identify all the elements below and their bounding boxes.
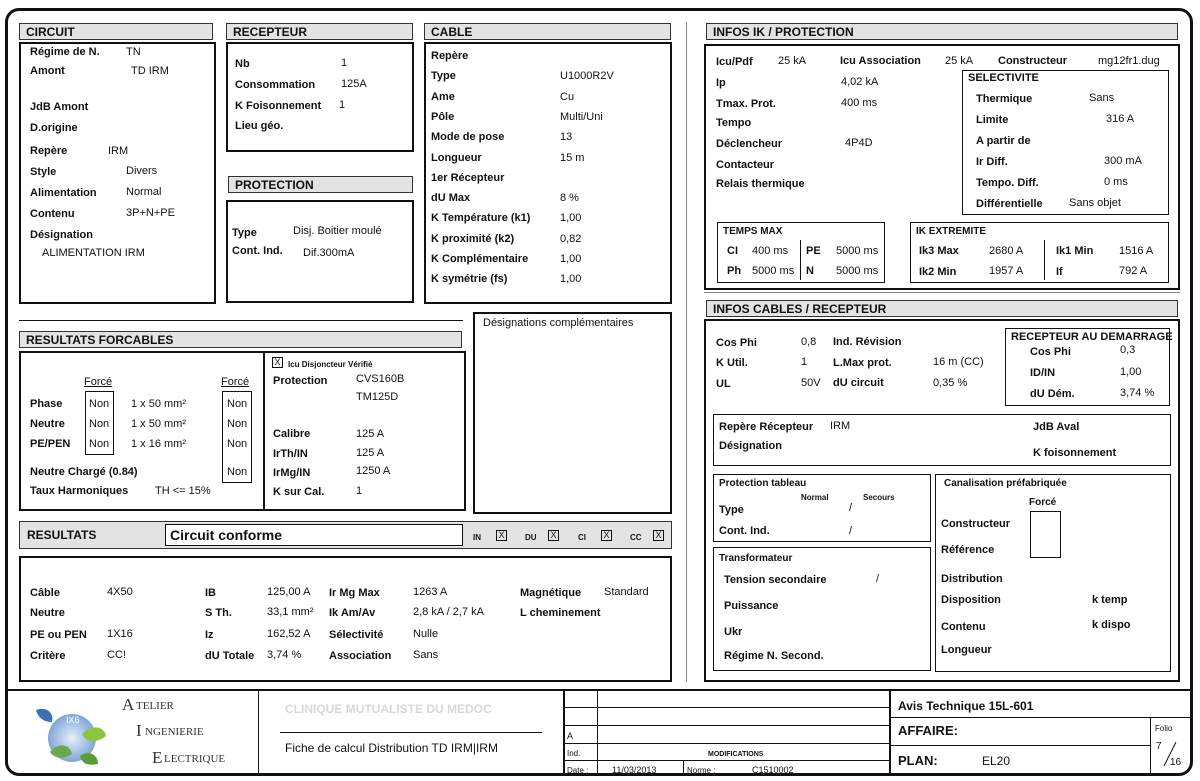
- folio-number: 7: [1156, 741, 1162, 752]
- conso-value: 125A: [341, 78, 367, 90]
- rev-line-3: [564, 743, 889, 744]
- if-value: 792 A: [1119, 265, 1148, 277]
- assoc-value: Sans: [413, 649, 439, 661]
- affaire-rule: [890, 745, 1150, 746]
- irth-value: 125 A: [356, 447, 385, 459]
- critere-value: CC!: [107, 649, 126, 661]
- cable-row-label: Type: [431, 70, 456, 82]
- irth-label: IrTh/IN: [273, 448, 308, 460]
- if-label: If: [1056, 266, 1063, 278]
- iz-value: 162,52 A: [267, 628, 311, 640]
- icu-value: 25 kA: [778, 55, 807, 67]
- canalisation-header: Canalisation préfabriquée: [944, 478, 1067, 489]
- logo-small-text: IX6: [66, 715, 80, 725]
- avis-title: Avis Technique 15L-601: [898, 699, 1034, 713]
- designation-value: ALIMENTATION IRM: [42, 247, 145, 259]
- ik2min-value: 1957 A: [989, 265, 1024, 277]
- contenu-value: 3P+N+PE: [126, 207, 175, 219]
- ikam-value: 2,8 kA / 2,7 kA: [413, 606, 484, 618]
- footer-rule: [7, 689, 1191, 691]
- footer-sep-3: [889, 690, 891, 774]
- circuit-header: CIRCUIT: [19, 23, 213, 40]
- ph-value: 5000 ms: [752, 265, 795, 277]
- client-name: CLINIQUE MUTUALISTE DU MEDOC: [285, 702, 492, 716]
- repere-value: IRM: [108, 145, 129, 157]
- resultats-header: RESULTATS: [27, 528, 97, 542]
- cable-header: CABLE: [424, 23, 671, 40]
- relais-label: Relais thermique: [716, 178, 805, 190]
- rev-col-1: [597, 690, 598, 774]
- ik2min-label: Ik2 Min: [919, 266, 957, 278]
- dutot-value: 3,74 %: [267, 649, 302, 661]
- avis-rule: [890, 717, 1191, 718]
- date-value: 11/03/2013: [612, 765, 657, 775]
- demarrage-header: RECEPTEUR AU DEMARRAGE: [1011, 331, 1173, 343]
- affaire-label: AFFAIRE:: [898, 723, 958, 738]
- normal-label: Normal: [801, 493, 829, 502]
- repere-rec-label: Repère Récepteur: [719, 421, 814, 433]
- prot-type-value: Disj. Boitier moulé: [293, 225, 382, 237]
- nb-label: Nb: [235, 58, 250, 70]
- pepen-force[interactable]: Non: [89, 438, 110, 450]
- tempodiff-label: Tempo. Diff.: [976, 177, 1039, 189]
- ik-sep: [1044, 240, 1045, 280]
- ul-label: UL: [716, 378, 731, 390]
- company-logo: [30, 694, 230, 772]
- tension-label: Tension secondaire: [724, 574, 827, 586]
- phase-force[interactable]: Non: [89, 398, 110, 410]
- diff-value: Sans objet: [1069, 197, 1121, 209]
- neutre-res-label: Neutre: [30, 607, 65, 619]
- pt-type-label: Type: [719, 504, 744, 516]
- regime-second-label: Régime N. Second.: [724, 650, 824, 662]
- ukr-label: Ukr: [724, 626, 743, 638]
- magn-label: Magnétique: [520, 587, 582, 599]
- constructeur-label: Constructeur: [998, 55, 1068, 67]
- lmax-label: L.Max prot.: [833, 357, 892, 369]
- neutre-force-2[interactable]: Non: [227, 418, 248, 430]
- canal-force-box[interactable]: [1030, 511, 1061, 558]
- cable-row-value: 15 m: [560, 152, 585, 164]
- iz-label: Iz: [205, 629, 214, 641]
- forcables-header: RESULTATS FORCABLES: [19, 331, 462, 348]
- alimentation-label: Alimentation: [30, 187, 97, 199]
- style-value: Divers: [126, 165, 158, 177]
- flag-label: CC: [630, 533, 642, 542]
- cable-row-label: K Complémentaire: [431, 253, 529, 265]
- ik3max-label: Ik3 Max: [919, 245, 959, 257]
- pepen-force-2[interactable]: Non: [227, 438, 248, 450]
- pepen-label: PE/PEN: [30, 438, 71, 450]
- designations-box: [473, 312, 672, 514]
- pt-cont-label: Cont. Ind.: [719, 525, 770, 537]
- logo-e: E: [152, 748, 163, 767]
- irmg-label: IrMg/IN: [273, 467, 311, 479]
- pepen-res-value: 1X16: [107, 628, 133, 640]
- dem-cosphi-value: 0,3: [1120, 344, 1136, 356]
- selectivite-header: SELECTIVITE: [968, 72, 1039, 84]
- pe-value: 5000 ms: [836, 245, 879, 257]
- plan-value: EL20: [982, 754, 1011, 768]
- flag-label: IN: [473, 533, 481, 542]
- lmax-value: 16 m (CC): [933, 356, 984, 368]
- irmgmax-value: 1263 A: [413, 586, 448, 598]
- cable-res-label: Câble: [30, 587, 60, 599]
- tension-value: /: [876, 573, 880, 585]
- declencheur-label: Déclencheur: [716, 138, 783, 150]
- ik3max-value: 2680 A: [989, 245, 1024, 257]
- thermique-label: Thermique: [976, 93, 1033, 105]
- fiche-title: Fiche de calcul Distribution TD IRM|IRM: [285, 741, 498, 755]
- canal-constructeur-label: Constructeur: [941, 518, 1011, 530]
- indrev-label: Ind. Révision: [833, 336, 902, 348]
- apartir-label: A partir de: [976, 135, 1031, 147]
- status-text: Circuit conforme: [170, 527, 283, 543]
- critere-label: Critère: [30, 650, 66, 662]
- ducirc-label: dU circuit: [833, 377, 884, 389]
- diff-label: Différentielle: [976, 198, 1043, 210]
- phase-value: 1 x 50 mm²: [131, 398, 187, 410]
- dorigine-label: D.origine: [30, 122, 78, 134]
- kfois-label: K Foisonnement: [235, 100, 322, 112]
- cable-row-label: dU Max: [431, 192, 471, 204]
- protection-value-2: TM125D: [356, 391, 399, 403]
- conso-label: Consommation: [235, 79, 316, 91]
- taux-value: TH <= 15%: [155, 485, 211, 497]
- neutre-label: Neutre: [30, 418, 65, 430]
- secours-label: Secours: [863, 493, 895, 502]
- neutre-charge-label: Neutre Chargé (0.84): [30, 466, 138, 478]
- folio-label: Folio: [1155, 724, 1173, 733]
- regime-label: Régime de N.: [30, 46, 100, 58]
- cable-row-label: Ame: [431, 91, 455, 103]
- cable-row-label: 1er Récepteur: [431, 172, 505, 184]
- norme-value: C1510002: [752, 765, 794, 775]
- pepen-value: 1 x 16 mm²: [131, 438, 187, 450]
- canal-force-label: Forcé: [1029, 497, 1057, 508]
- declencheur-value: 4P4D: [845, 137, 873, 149]
- idin-label: ID/IN: [1030, 367, 1056, 379]
- flag-checkbox[interactable]: X: [601, 530, 612, 541]
- ikam-label: Ik Am/Av: [329, 607, 376, 619]
- flag-checkbox[interactable]: X: [548, 530, 559, 541]
- pepen-res-label: PE ou PEN: [30, 629, 87, 641]
- ph-label: Ph: [727, 265, 742, 277]
- neutre-charge-value[interactable]: Non: [227, 466, 248, 478]
- assoc-label: Association: [329, 650, 392, 662]
- logo-emblem-icon: [30, 694, 110, 772]
- dudem-value: 3,74 %: [1120, 387, 1155, 399]
- date-label: Date :: [567, 766, 589, 775]
- kutil-label: K Util.: [716, 357, 748, 369]
- lieu-label: Lieu géo.: [235, 120, 284, 132]
- calibre-value: 125 A: [356, 428, 385, 440]
- cable-row-label: Pôle: [431, 111, 455, 123]
- rev-line-1: [564, 707, 889, 708]
- constructeur-value: mg12fr1.dug: [1098, 55, 1160, 67]
- rec-designation-label: Désignation: [719, 440, 782, 452]
- prot-type-label: Type: [232, 227, 257, 239]
- force-label-1: Forcé: [84, 376, 113, 388]
- dem-cosphi-label: Cos Phi: [1030, 346, 1071, 358]
- regime-value: TN: [126, 46, 141, 58]
- rev-a: A: [567, 731, 574, 741]
- lchem-label: L cheminement: [520, 607, 601, 619]
- ib-value: 125,00 A: [267, 586, 311, 598]
- cable-row-value: 1,00: [560, 273, 582, 285]
- neutre-value: 1 x 50 mm²: [131, 418, 187, 430]
- footer-sep-2: [563, 690, 565, 774]
- magn-value: Standard: [604, 586, 649, 598]
- limite-value: 316 A: [1106, 113, 1135, 125]
- icu-assoc-label: Icu Association: [840, 55, 921, 67]
- cable-row-label: Longueur: [431, 152, 482, 164]
- pt-type-value: /: [849, 502, 853, 514]
- cable-row-label: Repère: [431, 50, 469, 62]
- tmax-value: 400 ms: [841, 97, 878, 109]
- rev-line-2: [564, 725, 889, 726]
- ci-value: 400 ms: [752, 245, 789, 257]
- puissance-label: Puissance: [724, 600, 779, 612]
- n-value: 5000 ms: [836, 265, 879, 277]
- cable-row-label: K symétrie (fs): [431, 273, 508, 285]
- tempodiff-value: 0 ms: [1104, 176, 1128, 188]
- footer-sep-1: [258, 690, 259, 774]
- nb-value: 1: [341, 57, 348, 69]
- taux-label: Taux Harmoniques: [30, 485, 129, 497]
- select-value: Nulle: [413, 628, 439, 640]
- pe-label: PE: [806, 245, 821, 257]
- logo-a: A: [122, 695, 135, 714]
- icu-assoc-value: 25 kA: [945, 55, 974, 67]
- sth-value: 33,1 mm²: [267, 606, 314, 618]
- ul-value: 50V: [801, 377, 821, 389]
- idin-value: 1,00: [1120, 366, 1142, 378]
- column-divider: [686, 22, 687, 682]
- ksur-label: K sur Cal.: [273, 486, 325, 498]
- plan-label: PLAN:: [898, 753, 938, 768]
- cable-row-label: Mode de pose: [431, 131, 505, 143]
- kutil-value: 1: [801, 356, 808, 368]
- flag-label: CI: [578, 533, 586, 542]
- protection-label: Protection: [273, 375, 328, 387]
- cable-row-value: 1,00: [560, 253, 582, 265]
- rev-col-2: [683, 760, 684, 774]
- contenu-label: Contenu: [30, 208, 75, 220]
- jdb-aval-label: JdB Aval: [1033, 421, 1080, 433]
- jdb-amont-label: JdB Amont: [30, 101, 89, 113]
- norme-label: Norme :: [687, 766, 716, 775]
- logo-i: I: [136, 721, 142, 740]
- ducirc-value: 0,35 %: [933, 377, 968, 389]
- folio-total: 16: [1170, 757, 1182, 768]
- folio-sep: [1150, 717, 1151, 774]
- neutre-force[interactable]: Non: [89, 418, 110, 430]
- irdiff-value: 300 mA: [1104, 155, 1142, 167]
- recepteur-header: RECEPTEUR: [226, 23, 413, 40]
- kdispo-label: k dispo: [1092, 619, 1131, 631]
- cable-row-value: 8 %: [560, 192, 579, 204]
- ip-value: 4,02 kA: [841, 76, 879, 88]
- contacteur-label: Contacteur: [716, 159, 775, 171]
- infos-cables-header: INFOS CABLES / RECEPTEUR: [706, 300, 1178, 317]
- ip-label: Ip: [716, 77, 726, 89]
- forcables-rule: [19, 320, 463, 321]
- fiche-rule: [280, 732, 542, 733]
- phase-force-2[interactable]: Non: [227, 398, 248, 410]
- prot-cont-label: Cont. Ind.: [232, 245, 283, 257]
- cable-row-value: 0,82: [560, 233, 582, 245]
- n-label: N: [806, 265, 814, 277]
- logo-e-rest: LECTRIQUE: [164, 753, 226, 765]
- ik-extremite-header: IK EXTREMITE: [916, 226, 987, 237]
- icu-label: Icu/Pdf: [716, 56, 753, 68]
- logo-a-rest: TELIER: [136, 700, 174, 712]
- select-label: Sélectivité: [329, 629, 384, 641]
- sth-label: S Th.: [205, 607, 232, 619]
- pt-cont-value: /: [849, 525, 853, 537]
- irdiff-label: Ir Diff.: [976, 156, 1008, 168]
- protection-value-1: CVS160B: [356, 373, 405, 385]
- flag-checkbox[interactable]: X: [653, 530, 664, 541]
- modifications-label: MODIFICATIONS: [708, 751, 764, 758]
- cable-row-label: K proximité (k2): [431, 233, 515, 245]
- tempo-label: Tempo: [716, 117, 752, 129]
- kfois-value: 1: [339, 99, 346, 111]
- ksur-value: 1: [356, 485, 363, 497]
- cable-row-value: Cu: [560, 91, 575, 103]
- ci-label: CI: [727, 245, 738, 257]
- alimentation-value: Normal: [126, 186, 162, 198]
- infos-ik-header: INFOS IK / PROTECTION: [706, 23, 1178, 40]
- forcables-split: [263, 351, 265, 509]
- canal-contenu-label: Contenu: [941, 621, 986, 633]
- amont-label: Amont: [30, 65, 65, 77]
- force-label-2: Forcé: [221, 376, 250, 388]
- cable-row-value: U1000R2V: [560, 70, 614, 82]
- transfo-header: Transformateur: [719, 553, 793, 564]
- cosphi-value: 0,8: [801, 336, 817, 348]
- limite-label: Limite: [976, 114, 1009, 126]
- prot-tableau-header: Protection tableau: [719, 478, 807, 489]
- dudem-label: dU Dém.: [1030, 388, 1075, 400]
- protection-header: PROTECTION: [228, 176, 413, 193]
- flag-checkbox[interactable]: X: [496, 530, 507, 541]
- cable-row-value: 1,00: [560, 212, 582, 224]
- style-label: Style: [30, 166, 57, 178]
- kfois-rec-label: K foisonnement: [1033, 447, 1117, 459]
- thermique-value: Sans: [1089, 92, 1115, 104]
- irmgmax-label: Ir Mg Max: [329, 587, 380, 599]
- canal-longueur-label: Longueur: [941, 644, 992, 656]
- designation-label: Désignation: [30, 229, 93, 241]
- cable-row-label: K Température (k1): [431, 212, 531, 224]
- repere-rec-value: IRM: [830, 420, 851, 432]
- logo-i-rest: NGENIERIE: [145, 726, 204, 738]
- cable-row-value: Multi/Uni: [560, 111, 603, 123]
- ib-label: IB: [205, 587, 216, 599]
- icu-verif-checkbox[interactable]: X: [272, 357, 283, 368]
- designations-label: Désignations complémentaires: [483, 317, 634, 329]
- dutot-label: dU Totale: [205, 650, 255, 662]
- temps-max-header: TEMPS MAX: [723, 226, 783, 237]
- canal-distribution-label: Distribution: [941, 573, 1003, 585]
- ik1min-value: 1516 A: [1119, 245, 1154, 257]
- ik1min-label: Ik1 Min: [1056, 245, 1094, 257]
- repere-label: Repère: [30, 145, 68, 157]
- cable-res-value: 4X50: [107, 586, 133, 598]
- cosphi-label: Cos Phi: [716, 337, 757, 349]
- recepteur-box: [226, 42, 414, 152]
- cable-row-value: 13: [560, 131, 573, 143]
- icu-verif-label: Icu Disjoncteur Vérifié: [288, 360, 373, 369]
- phase-label: Phase: [30, 398, 63, 410]
- prot-cont-value: Dif.300mA: [303, 247, 355, 259]
- calibre-label: Calibre: [273, 428, 311, 440]
- tmax-label: Tmax. Prot.: [716, 98, 776, 110]
- canal-reference-label: Référence: [941, 544, 995, 556]
- canal-disposition-label: Disposition: [941, 594, 1001, 606]
- flag-label: DU: [525, 533, 537, 542]
- ind-label: Ind.: [567, 749, 581, 758]
- irmg-value: 1250 A: [356, 465, 391, 477]
- temps-sep: [800, 240, 801, 280]
- infos-cables-rule: [704, 292, 1180, 293]
- amont-value: TD IRM: [131, 65, 169, 77]
- ktemp-label: k temp: [1092, 594, 1128, 606]
